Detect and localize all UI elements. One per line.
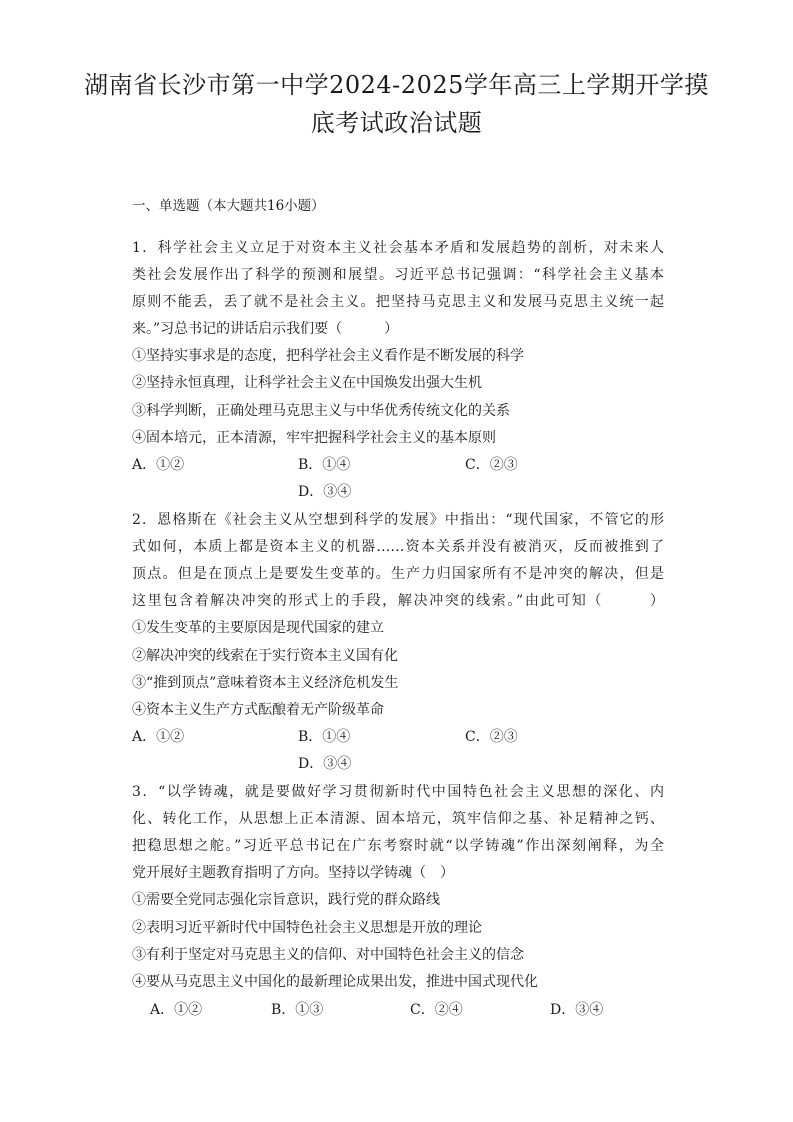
question-text-line: 这里包含着解决冲突的形式上的手段，解决冲突的线索。”由此可知（ ） — [132, 593, 664, 609]
statement-item: ③“推到顶点”意味着资本主义经济危机发生 — [132, 675, 399, 691]
question-text-line: 来。”习总书记的讲话启示我们要（ ） — [132, 321, 399, 337]
answer-option-d[interactable]: D．③④ — [298, 756, 352, 772]
statement-item: ②表明习近平新时代中国特色社会主义思想是开放的理论 — [132, 920, 482, 936]
question-text-line: 式如何，本质上都是资本主义的机器……资本关系并没有被消灭，反而被推到了 — [132, 539, 664, 555]
statement-item: ②解决冲突的线索在于实行资本主义国有化 — [132, 648, 398, 664]
answer-option-a[interactable]: A．①② — [150, 1002, 203, 1018]
answer-option-a[interactable]: A．①② — [132, 457, 185, 473]
statement-item: ①坚持实事求是的态度，把科学社会主义看作是不断发展的科学 — [132, 348, 524, 364]
question-text-line: 类社会发展作出了科学的预测和展望。习近平总书记强调：“科学社会主义基本 — [132, 267, 664, 283]
question-text-line: 把稳思想之舵。”习近平总书记在广东考察时就“以学铸魂”作出深刻阐释，为全 — [132, 838, 664, 854]
question-text-line: 党开展好主题教育指明了方向。坚持以学铸魂（ ） — [132, 865, 454, 881]
statement-item: ④固本培元，正本清源，牢牢把握科学社会主义的基本原则 — [132, 430, 496, 446]
answer-option-b[interactable]: B．①④ — [298, 729, 351, 745]
answer-option-c[interactable]: C．②④ — [410, 1002, 463, 1018]
statement-item: ①发生变革的主要原因是现代国家的建立 — [132, 620, 384, 636]
statement-item: ④资本主义生产方式酝酿着无产阶级革命 — [132, 702, 384, 718]
statement-item: ④要从马克思主义中国化的最新理论成果出发，推进中国式现代化 — [132, 974, 538, 990]
answer-option-c[interactable]: C．②③ — [465, 729, 518, 745]
question-text-line: 顶点。但是在顶点上是要发生变革的。生产力归国家所有不是冲突的解决，但是 — [132, 566, 664, 582]
question-text-line: 1．科学社会主义立足于对资本主义社会基本矛盾和发展趋势的剖析，对未来人 — [132, 240, 664, 256]
question-text-line: 2．恩格斯在《社会主义从空想到科学的发展》中指出：“现代国家，不管它的形 — [132, 512, 664, 528]
statement-item: ③科学判断，正确处理马克思主义与中华优秀传统文化的关系 — [132, 403, 510, 419]
answer-option-d[interactable]: D．③④ — [298, 484, 352, 500]
answer-option-b[interactable]: B．①④ — [298, 457, 351, 473]
answer-option-d[interactable]: D．③④ — [550, 1002, 604, 1018]
question-text-line: 3．“以学铸魂，就是要做好学习贯彻新时代中国特色社会主义思想的深化、内 — [132, 784, 664, 800]
statement-item: ③有利于坚定对马克思主义的信仰、对中国特色社会主义的信念 — [132, 947, 524, 963]
document-title-line2: 底考试政治试题 — [310, 109, 483, 137]
answer-option-c[interactable]: C．②③ — [465, 457, 518, 473]
section-heading: 一、单选题（本大题共16小题） — [132, 198, 325, 214]
document-title-line1: 湖南省长沙市第一中学2024-2025学年高三上学期开学摸 — [84, 71, 709, 99]
statement-item: ②坚持永恒真理，让科学社会主义在中国焕发出强大生机 — [132, 375, 482, 391]
answer-option-a[interactable]: A．①② — [132, 729, 185, 745]
answer-option-b[interactable]: B．①③ — [271, 1002, 324, 1018]
question-text-line: 化、转化工作，从思想上正本清源、固本培元，筑牢信仰之基、补足精神之钙、 — [132, 811, 664, 827]
statement-item: ①需要全党同志强化宗旨意识，践行党的群众路线 — [132, 892, 440, 908]
question-text-line: 原则不能丢，丢了就不是社会主义。把坚持马克思主义和发展马克思主义统一起 — [132, 294, 664, 310]
